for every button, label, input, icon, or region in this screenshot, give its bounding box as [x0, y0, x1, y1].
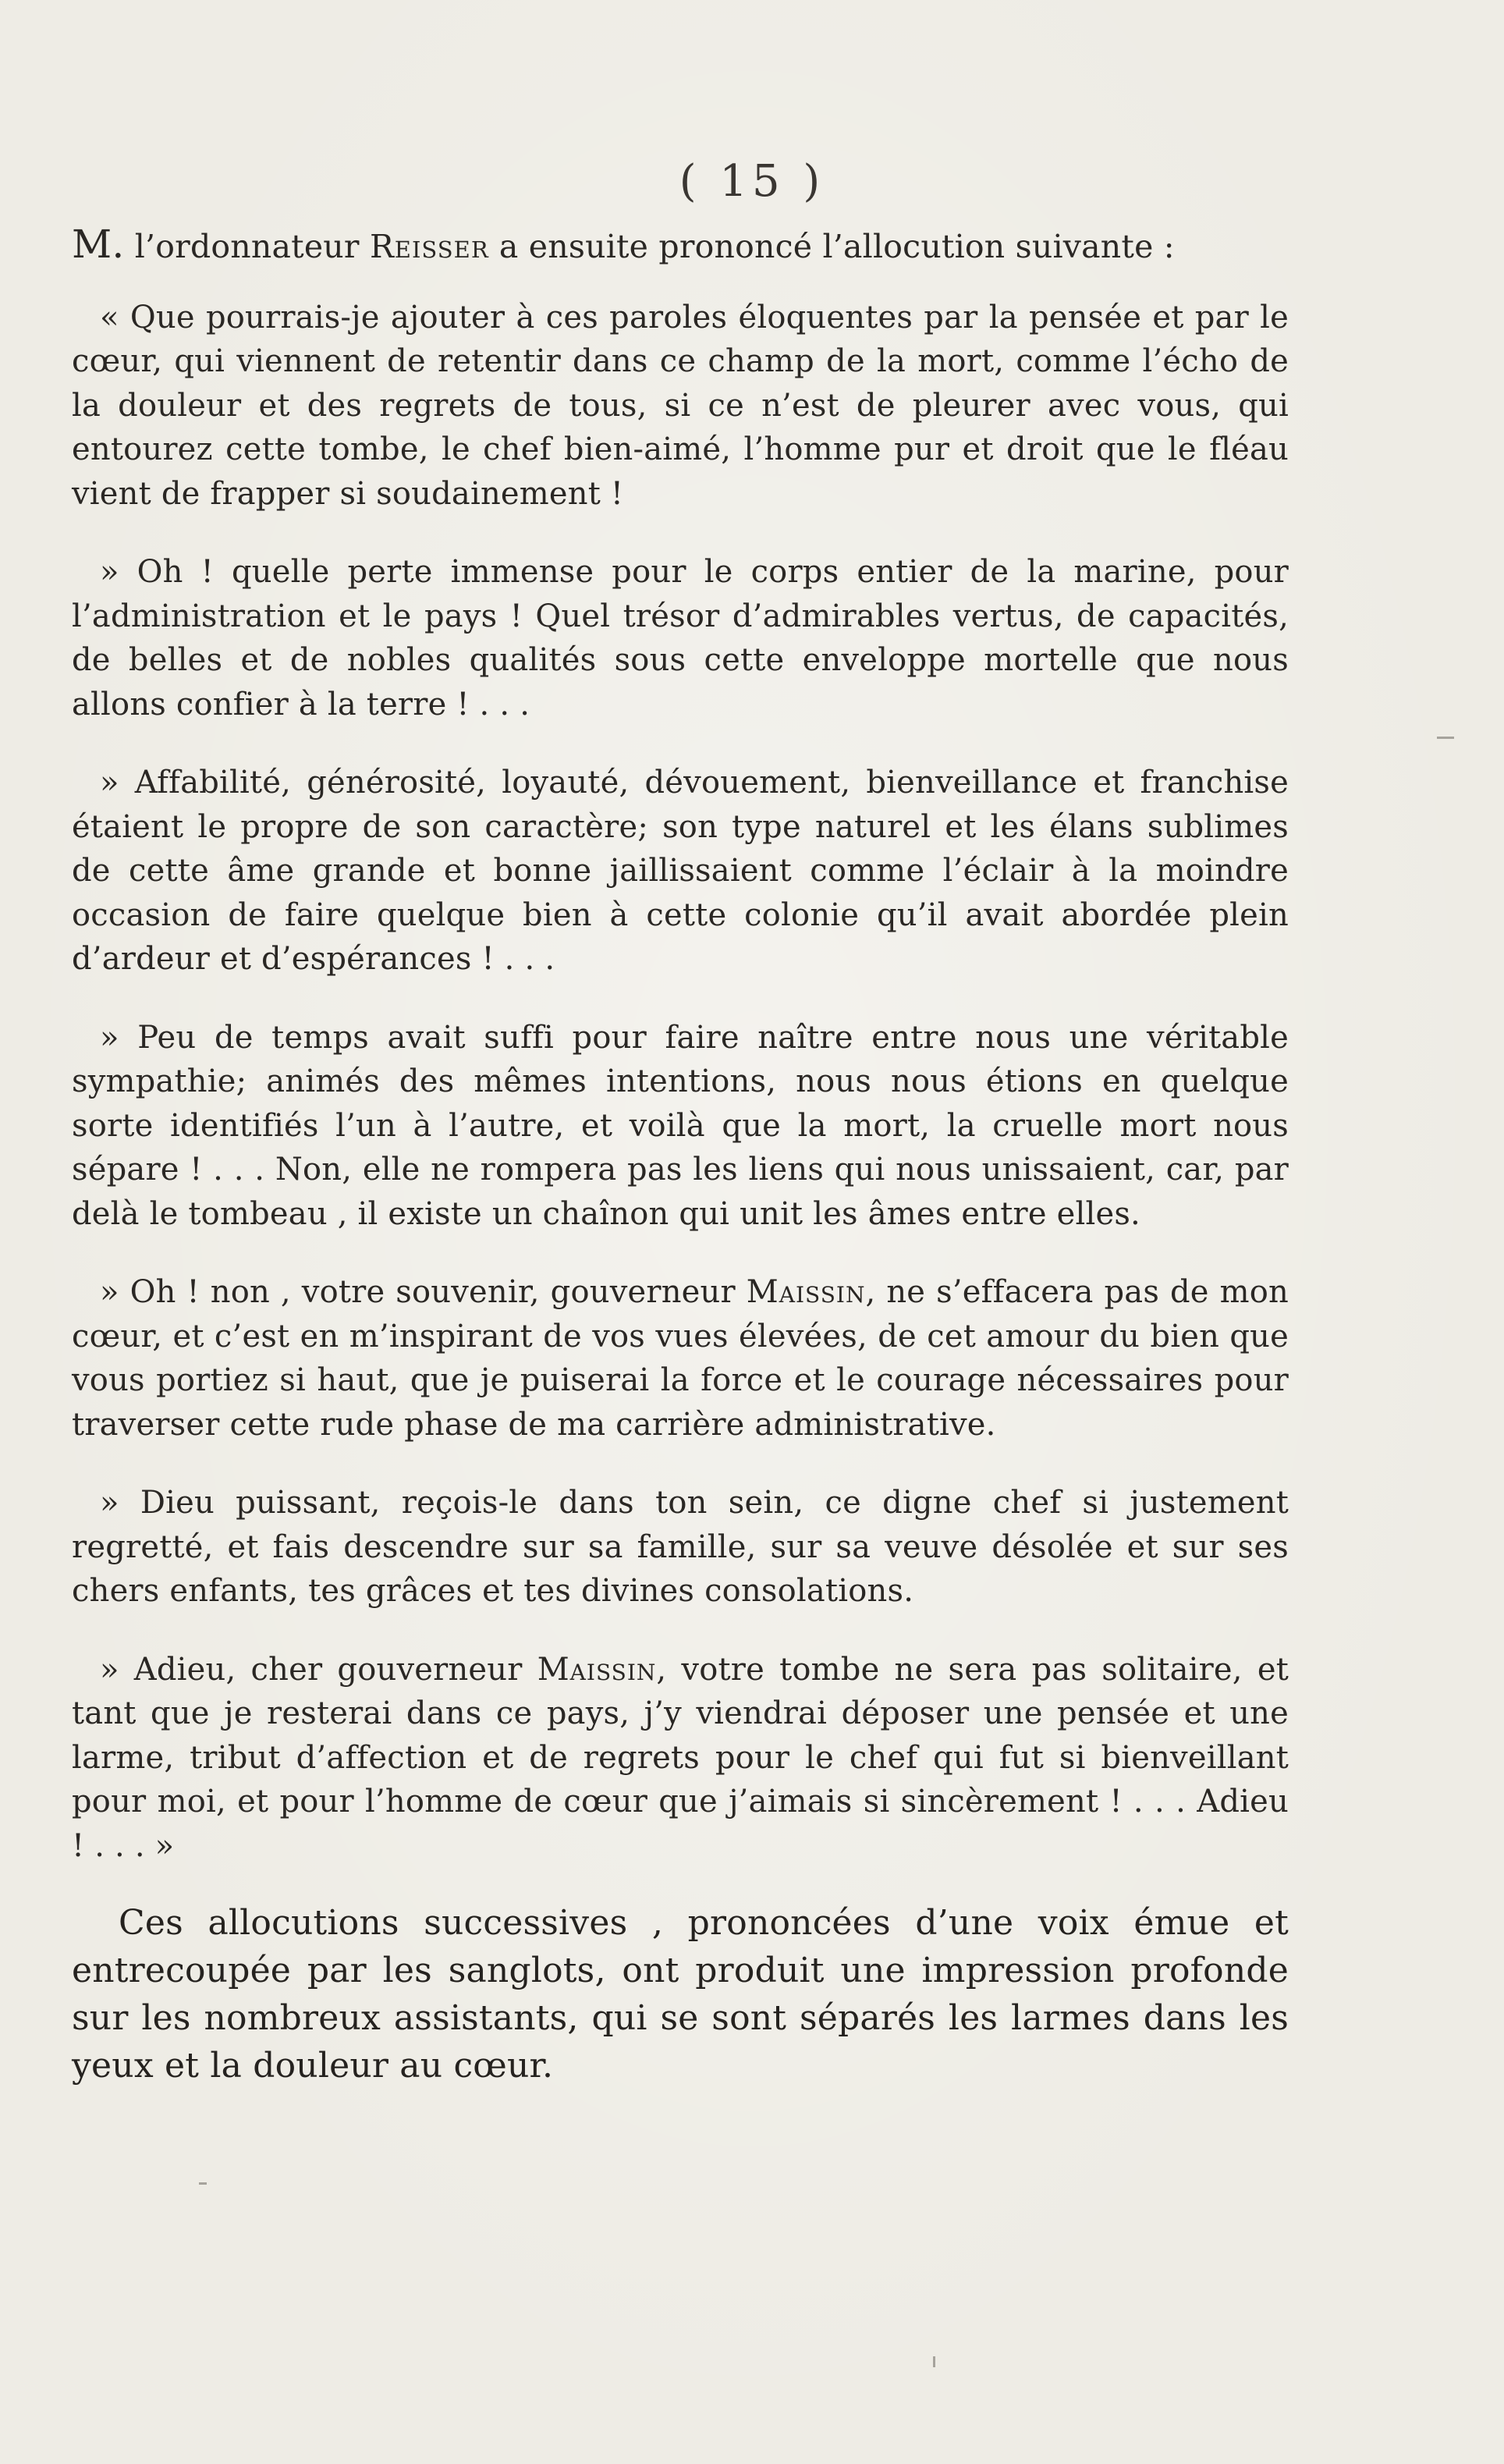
speech-paragraph-1: « Que pourrais-je ajouter à ces paroles éloquentes par la pensée et par le cœur, qui viennent de retentir dans ce champ de la mort, comme l’écho de la douleur et des regrets de tous, si ce n’est de pleurer avec vous, qui entourez cette tombe, le chef bien-aimé, l’homme pur et droit que le fléau vient de frapper si soudainement ! [72, 299, 1289, 512]
intro-after-name: a ensuite prononcé l’allocution suivante : [488, 228, 1175, 265]
intro-m: M. [72, 222, 125, 267]
closing-paragraph: Ces allocutions successives , prononcées d’une voix émue et entrecoupée par les sanglots, ont produit une impression profonde sur les nombreux assistants, qui se sont séparés les larmes dans les yeux et la douleur au cœur. [72, 1903, 1289, 2086]
p5-name: Maissin [746, 1274, 866, 1310]
speech-paragraph-5 [72, 1270, 1289, 1447]
paper-speck [1437, 737, 1454, 739]
intro-paragraph [72, 222, 1289, 269]
speech-paragraph-2: » Oh ! quelle perte immense pour le corps entier de la marine, pour l’administration et le pays ! Quel trésor d’admirables vertus, de capacités, de belles et de nobles qualités sous cette enveloppe mortelle que nous allons confier à la terre ! . . . [72, 554, 1289, 723]
intro-before-name: l’ordonnateur [124, 228, 370, 265]
p7-before: » Adieu, cher gouverneur [100, 1651, 537, 1688]
p7-after: , votre tombe ne sera pas solitaire, et tant que je resterai dans ce pays, j’y viendrai déposer une pensée et une larme, tribut d’affection et de regrets pour le chef qui fut si bienveillant pour moi, et pour l’homme de cœur que j’aimais si sincèrement ! . . . Adieu ! . . . » [72, 1651, 1289, 1864]
body-text [72, 222, 1289, 2089]
page-number: ( 15 ) [679, 156, 825, 207]
paper-speck [933, 2356, 935, 2367]
p5-before: » Oh ! non , votre souvenir, gouverneur [100, 1274, 747, 1310]
speech-paragraph-6: » Dieu puissant, reçois-le dans ton sein, ce digne chef si justement regretté, et fais descendre sur sa famille, sur sa veuve désolée et sur ses chers enfants, tes grâces et tes divines consolations. [72, 1485, 1289, 1609]
p5-after: , ne s’effacera pas de mon cœur, et c’est en m’inspirant de vos vues élevées, de cet amour du bien que vous portiez si haut, que je puiserai la force et le courage nécessaires pour traverser cette rude phase de ma carrière administrative. [72, 1274, 1289, 1443]
speech-paragraph-4: » Peu de temps avait suffi pour faire naître entre nous une véritable sympathie; animés des mêmes intentions, nous nous étions en quelque sorte identifiés l’un à l’autre, et voilà que la mort, la cruelle mort nous sépare ! . . . Non, elle ne rompera pas les liens qui nous unissaient, car, par delà le tombeau , il existe un chaînon qui unit les âmes entre elles. [72, 1019, 1289, 1232]
speech-paragraph-7 [72, 1648, 1289, 1869]
speech-paragraph-3: » Affabilité, générosité, loyauté, dévouement, bienveillance et franchise étaient le propre de son caractère; son type naturel et les élans sublimes de cette âme grande et bonne jaillissaient comme l’éclair à la moindre occasion de faire quelque bien à cette colonie qu’il avait abordée plein d’ardeur et d’espérances ! . . . [72, 765, 1289, 977]
paper-speck [199, 2182, 207, 2185]
p7-name: Maissin [537, 1651, 657, 1688]
intro-name: Reisser [369, 228, 489, 265]
